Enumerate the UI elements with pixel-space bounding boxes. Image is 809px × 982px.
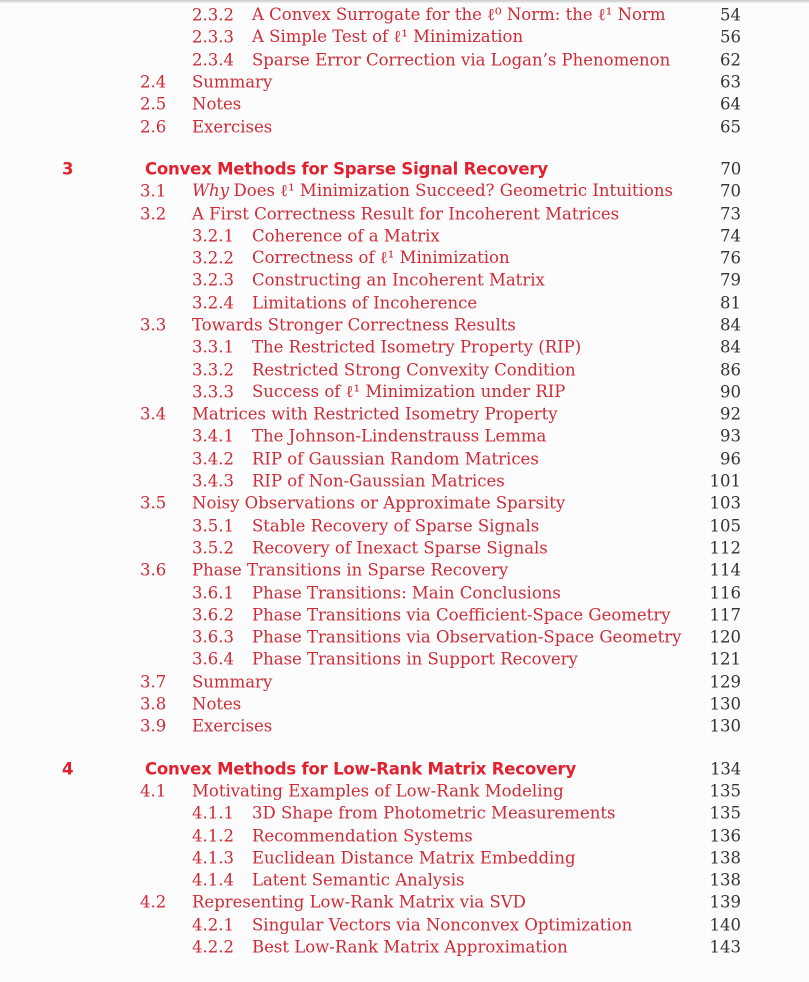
entry-page-number: 101 bbox=[709, 471, 741, 491]
entry-title-link[interactable]: Latent Semantic Analysis bbox=[252, 870, 465, 890]
entry-page-number: 84 bbox=[720, 315, 741, 335]
entry-page-number: 140 bbox=[709, 915, 741, 935]
entry-page-number: 134 bbox=[710, 759, 741, 779]
entry-title-link[interactable]: Coherence of a Matrix bbox=[252, 226, 440, 246]
entry-page-number: 54 bbox=[720, 5, 741, 25]
toc-entry-row bbox=[0, 914, 809, 936]
entry-page-number: 76 bbox=[720, 248, 741, 268]
entry-number[interactable]: 3 bbox=[62, 159, 74, 179]
entry-number[interactable]: 3.8 bbox=[140, 694, 167, 714]
entry-page-number: 139 bbox=[709, 892, 741, 912]
entry-title-link[interactable]: Phase Transitions: Main Conclusions bbox=[252, 583, 561, 603]
entry-number[interactable]: 3.3.1 bbox=[192, 337, 234, 357]
entry-page-number: 74 bbox=[720, 226, 741, 246]
entry-title-link[interactable]: Matrices with Restricted Isometry Property bbox=[192, 404, 558, 424]
toc-entry-row bbox=[0, 470, 809, 492]
toc-entry-row bbox=[0, 891, 809, 913]
entry-title-link[interactable]: Phase Transitions in Sparse Recovery bbox=[192, 560, 509, 580]
toc-entry-row bbox=[0, 492, 809, 514]
entry-number[interactable]: 3.6.3 bbox=[192, 627, 234, 647]
entry-number[interactable]: 2.6 bbox=[140, 117, 167, 137]
entry-page-number: 103 bbox=[709, 493, 741, 513]
entry-page-number: 143 bbox=[709, 937, 741, 957]
entry-title-link[interactable]: Constructing an Incoherent Matrix bbox=[252, 270, 545, 290]
entry-page-number: 129 bbox=[709, 672, 741, 692]
entry-title-text: Does ℓ¹ Minimization Succeed? Geometric Intuitions bbox=[233, 181, 673, 201]
entry-title-link[interactable]: Success of ℓ¹ Minimization under RIP bbox=[252, 381, 566, 401]
entry-title-link[interactable] bbox=[192, 181, 673, 201]
entry-page-number: 92 bbox=[720, 404, 741, 424]
entry-title-link[interactable]: Exercises bbox=[192, 716, 273, 736]
entry-number[interactable]: 3.3.3 bbox=[192, 382, 234, 402]
toc-entry-row bbox=[0, 269, 809, 291]
toc-entry-row bbox=[0, 869, 809, 891]
toc-entry-row bbox=[0, 26, 809, 48]
entry-number[interactable]: 2.3.4 bbox=[192, 50, 234, 70]
entry-page-number: 105 bbox=[709, 516, 741, 536]
toc-entry-row bbox=[0, 247, 809, 269]
entry-number[interactable]: 3.3 bbox=[140, 315, 167, 335]
toc-entry-row bbox=[0, 225, 809, 247]
entry-page-number: 84 bbox=[720, 337, 741, 357]
toc-entry-row bbox=[0, 292, 809, 314]
toc-entry-row bbox=[0, 71, 809, 93]
entry-number[interactable]: 3.2.3 bbox=[192, 270, 234, 290]
entry-number[interactable]: 3.4 bbox=[140, 404, 167, 424]
entry-title-link[interactable]: Noisy Observations or Approximate Sparsity bbox=[192, 493, 566, 513]
toc-entry-row bbox=[0, 693, 809, 715]
entry-page-number: 135 bbox=[709, 781, 741, 801]
entry-title-link[interactable]: A Convex Surrogate for the ℓ⁰ Norm: the ℓ¹ Norm bbox=[252, 5, 666, 25]
entry-page-number: 70 bbox=[720, 181, 741, 201]
entry-page-number: 90 bbox=[720, 382, 741, 402]
entry-page-number: 64 bbox=[720, 94, 741, 114]
entry-title-link[interactable]: Summary bbox=[192, 672, 273, 692]
entry-title-link[interactable]: Towards Stronger Correctness Results bbox=[192, 315, 516, 335]
entry-title-link[interactable]: Stable Recovery of Sparse Signals bbox=[252, 516, 540, 536]
entry-page-number: 117 bbox=[709, 605, 741, 625]
entry-page-number: 93 bbox=[720, 426, 741, 446]
entry-page-number: 116 bbox=[709, 583, 741, 603]
toc-entry-row bbox=[0, 448, 809, 470]
entry-title-link[interactable]: Limitations of Incoherence bbox=[252, 293, 478, 313]
entry-title-link[interactable]: Convex Methods for Low-Rank Matrix Recovery bbox=[145, 759, 576, 779]
entry-number[interactable]: 4.2.1 bbox=[192, 915, 234, 935]
entry-title-link[interactable]: Notes bbox=[192, 94, 242, 114]
entry-title-link[interactable]: Convex Methods for Sparse Signal Recovery bbox=[145, 159, 548, 179]
entry-number[interactable]: 3.6.4 bbox=[192, 649, 234, 669]
page-top-edge-divider bbox=[0, 0, 809, 3]
entry-title-link[interactable]: Recovery of Inexact Sparse Signals bbox=[252, 538, 548, 558]
entry-title-link[interactable]: Phase Transitions via Coefficient-Space Geometry bbox=[252, 605, 671, 625]
entry-title-link[interactable]: Motivating Examples of Low-Rank Modeling bbox=[192, 781, 564, 801]
entry-title-italic-lead: Why bbox=[192, 181, 229, 201]
entry-page-number: 62 bbox=[720, 50, 741, 70]
entry-page-number: 79 bbox=[720, 270, 741, 290]
entry-number[interactable]: 4.2.2 bbox=[192, 937, 234, 957]
entry-number[interactable]: 3.5.1 bbox=[192, 516, 234, 536]
toc-entry-row bbox=[0, 780, 809, 802]
entry-page-number: 70 bbox=[720, 159, 741, 179]
entry-number[interactable]: 3.2.4 bbox=[192, 293, 234, 313]
toc-entry-row bbox=[0, 715, 809, 737]
entry-page-number: 86 bbox=[720, 360, 741, 380]
entry-title-link[interactable]: Sparse Error Correction via Logan’s Phenomenon bbox=[252, 50, 671, 70]
toc-entry-row bbox=[0, 626, 809, 648]
table-of-contents bbox=[0, 4, 809, 958]
entry-page-number: 138 bbox=[709, 870, 741, 890]
entry-title-link[interactable]: Exercises bbox=[192, 117, 273, 137]
entry-title-link[interactable]: Summary bbox=[192, 72, 273, 92]
entry-page-number: 65 bbox=[720, 117, 741, 137]
entry-number[interactable]: 3.6.1 bbox=[192, 583, 234, 603]
toc-entry-row bbox=[0, 4, 809, 26]
entry-number[interactable]: 3.6.2 bbox=[192, 605, 234, 625]
entry-title-link[interactable]: RIP of Gaussian Random Matrices bbox=[252, 449, 539, 469]
toc-entry-row bbox=[0, 604, 809, 626]
toc-entry-row bbox=[0, 581, 809, 603]
entry-title-link[interactable]: Best Low-Rank Matrix Approximation bbox=[252, 937, 568, 957]
entry-title-link[interactable]: The Restricted Isometry Property (RIP) bbox=[252, 337, 582, 357]
entry-title-link[interactable]: Correctness of ℓ¹ Minimization bbox=[252, 248, 510, 268]
toc-entry-row bbox=[0, 425, 809, 447]
entry-number[interactable]: 3.3.2 bbox=[192, 360, 234, 380]
entry-number[interactable]: 2.3.2 bbox=[192, 5, 234, 25]
entry-title-link[interactable]: Notes bbox=[192, 694, 242, 714]
entry-title-link[interactable]: 3D Shape from Photometric Measurements bbox=[252, 803, 616, 823]
entry-page-number: 136 bbox=[709, 826, 741, 846]
entry-title-link[interactable]: Restricted Strong Convexity Condition bbox=[252, 360, 576, 380]
entry-number[interactable]: 3.5 bbox=[140, 493, 167, 513]
entry-number[interactable]: 3.4.3 bbox=[192, 471, 234, 491]
entry-page-number: 121 bbox=[709, 649, 741, 669]
entry-page-number: 130 bbox=[709, 694, 741, 714]
entry-number[interactable]: 2.5 bbox=[140, 94, 167, 114]
entry-number[interactable]: 4.1 bbox=[140, 781, 167, 801]
toc-entry-row bbox=[0, 847, 809, 869]
entry-number[interactable]: 2.4 bbox=[140, 72, 167, 92]
entry-title-link[interactable]: Recommendation Systems bbox=[252, 826, 473, 846]
entry-title-link[interactable]: Euclidean Distance Matrix Embedding bbox=[252, 848, 576, 868]
entry-number[interactable]: 3.2 bbox=[140, 204, 167, 224]
entry-title-link[interactable]: A Simple Test of ℓ¹ Minimization bbox=[252, 27, 524, 47]
entry-page-number: 130 bbox=[709, 716, 741, 736]
entry-number[interactable]: 3.9 bbox=[140, 716, 167, 736]
entry-page-number: 114 bbox=[709, 560, 741, 580]
toc-entry-row bbox=[0, 403, 809, 425]
entry-title-link[interactable]: A First Correctness Result for Incoherent Matrices bbox=[192, 204, 620, 224]
entry-title-link[interactable]: Phase Transitions via Observation-Space Geometry bbox=[252, 627, 682, 647]
entry-page-number: 56 bbox=[720, 27, 741, 47]
entry-page-number: 120 bbox=[709, 627, 741, 647]
entry-title-link[interactable]: RIP of Non-Gaussian Matrices bbox=[252, 471, 505, 491]
toc-entry-row bbox=[0, 559, 809, 581]
entry-title-link[interactable]: The Johnson-Lindenstrauss Lemma bbox=[252, 426, 547, 446]
entry-title-link[interactable]: Phase Transitions in Support Recovery bbox=[252, 649, 578, 669]
toc-entry-row bbox=[0, 93, 809, 115]
toc-entry-row bbox=[0, 49, 809, 71]
toc-entry-row bbox=[0, 381, 809, 403]
toc-entry-row bbox=[0, 648, 809, 670]
toc-entry-row bbox=[0, 358, 809, 380]
toc-entry-row bbox=[0, 115, 809, 137]
toc-entry-row bbox=[0, 537, 809, 559]
entry-title-link[interactable]: Singular Vectors via Nonconvex Optimization bbox=[252, 915, 633, 935]
entry-page-number: 138 bbox=[709, 848, 741, 868]
entry-number[interactable]: 2.3.3 bbox=[192, 27, 234, 47]
toc-entry-row bbox=[0, 336, 809, 358]
entry-page-number: 73 bbox=[720, 204, 741, 224]
toc-entry-row bbox=[0, 515, 809, 537]
entry-number[interactable]: 4.1.1 bbox=[192, 803, 234, 823]
entry-number[interactable]: 3.6 bbox=[140, 560, 167, 580]
toc-entry-row bbox=[0, 202, 809, 224]
entry-page-number: 112 bbox=[709, 538, 741, 558]
entry-page-number: 135 bbox=[709, 803, 741, 823]
entry-number[interactable]: 3.7 bbox=[140, 672, 167, 692]
entry-title-link[interactable]: Representing Low-Rank Matrix via SVD bbox=[192, 892, 526, 912]
entry-number[interactable]: 4.2 bbox=[140, 892, 167, 912]
entry-number[interactable]: 4 bbox=[62, 759, 74, 779]
toc-entry-row bbox=[0, 824, 809, 846]
toc-entry-row bbox=[0, 802, 809, 824]
entry-page-number: 81 bbox=[720, 293, 741, 313]
toc-chapter-row bbox=[0, 758, 809, 780]
entry-number[interactable]: 3.4.1 bbox=[192, 426, 234, 446]
entry-page-number: 96 bbox=[720, 449, 741, 469]
entry-number[interactable]: 4.1.3 bbox=[192, 848, 234, 868]
toc-entry-row bbox=[0, 936, 809, 958]
entry-number[interactable]: 4.1.2 bbox=[192, 826, 234, 846]
toc-entry-row bbox=[0, 314, 809, 336]
toc-chapter-row bbox=[0, 158, 809, 180]
entry-page-number: 63 bbox=[720, 72, 741, 92]
entry-number[interactable]: 4.1.4 bbox=[192, 870, 234, 890]
toc-entry-row bbox=[0, 671, 809, 693]
toc-entry-row bbox=[0, 180, 809, 202]
entry-number[interactable]: 3.2.1 bbox=[192, 226, 234, 246]
entry-number[interactable]: 3.2.2 bbox=[192, 248, 234, 268]
entry-number[interactable]: 3.5.2 bbox=[192, 538, 234, 558]
entry-number[interactable]: 3.4.2 bbox=[192, 449, 234, 469]
entry-number[interactable]: 3.1 bbox=[140, 181, 167, 201]
